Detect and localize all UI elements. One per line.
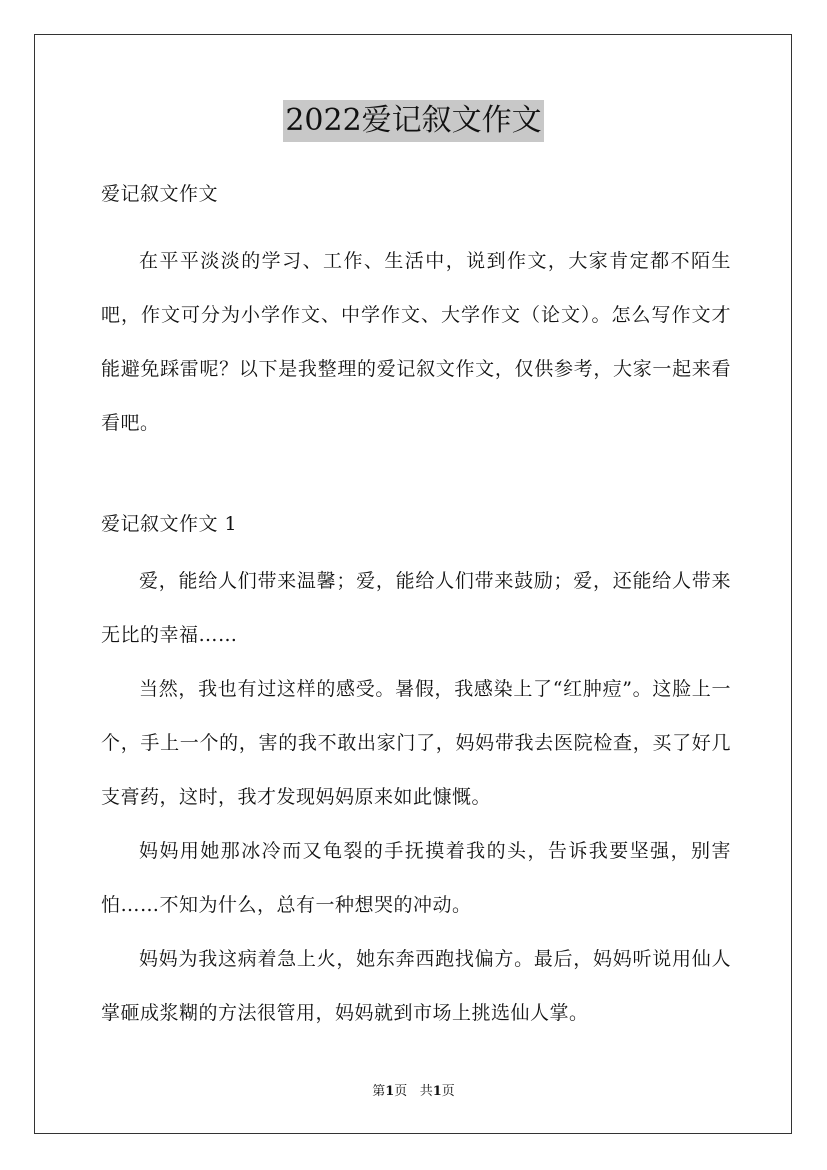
total-pages: 1	[432, 1084, 442, 1099]
intro-paragraph: 在平平淡淡的学习、工作、生活中，说到作文，大家肯定都不陌生吧，作文可分为小学作文、中学作文、大学作文（论文）。怎么写作文才能避免踩雷呢？以下是我整理的爱记叙文作文，仅供参考，大家一起来看看吧。	[101, 250, 731, 434]
page-footer	[0, 1083, 827, 1101]
section-gap	[101, 450, 731, 502]
total-label-prefix: 共	[419, 1084, 433, 1099]
subtitle: 爱记叙文作文	[101, 183, 219, 205]
page-label-suffix: 页	[394, 1084, 408, 1099]
document-title: 2022爱记叙文作文	[283, 100, 543, 142]
body-paragraph: 当然，我也有过这样的感受。暑假，我感染上了“红肿痘”。这脸上一个，手上一个的，害的我不敢出家门了，妈妈带我去医院检查，买了好几支膏药，这时，我才发现妈妈原来如此慷慨。	[101, 678, 731, 808]
page-label-prefix: 第	[372, 1084, 386, 1099]
body-paragraph: 妈妈为我这病着急上火，她东奔西跑找偏方。最后，妈妈听说用仙人掌砸成浆糊的方法很管用，妈妈就到市场上挑选仙人掌。	[101, 948, 731, 1024]
document-body	[101, 172, 731, 1040]
total-label-suffix: 页	[441, 1084, 455, 1099]
body-paragraph: 爱，能给人们带来温馨；爱，能给人们带来鼓励；爱，还能给人带来无比的幸福……	[101, 570, 731, 646]
body-paragraph: 妈妈用她那冰冷而又龟裂的手抚摸着我的头，告诉我要坚强，别害怕……不知为什么，总有一种想哭的冲动。	[101, 840, 731, 916]
title-container	[0, 100, 827, 142]
page-number: 1	[385, 1084, 395, 1099]
section-heading: 爱记叙文作文 1	[101, 513, 238, 535]
